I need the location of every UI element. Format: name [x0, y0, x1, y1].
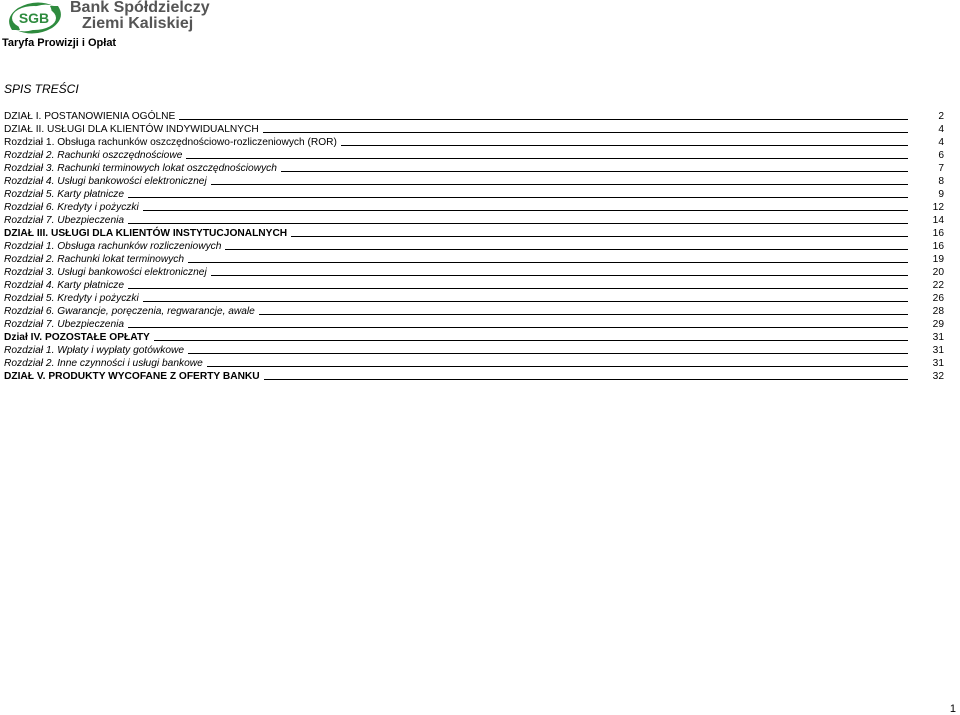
toc-entry[interactable] — [4, 201, 944, 214]
toc-entry[interactable] — [4, 331, 944, 344]
toc-entry-page: 4 — [938, 137, 944, 148]
toc-leader-line — [291, 236, 908, 237]
toc-entry[interactable] — [4, 110, 944, 123]
toc-leader-line — [143, 210, 908, 211]
toc-entry[interactable] — [4, 370, 944, 383]
toc-entry-page: 29 — [932, 319, 944, 330]
toc-leader-line — [281, 171, 908, 172]
toc-entry[interactable] — [4, 253, 944, 266]
toc-entry-page: 12 — [932, 202, 944, 213]
toc-leader-line — [225, 249, 908, 250]
toc-leader-line — [188, 262, 908, 263]
toc-entry[interactable] — [4, 318, 944, 331]
toc-leader-line — [128, 223, 908, 224]
toc-entry-page: 16 — [932, 228, 944, 239]
toc-entry-label: Rozdział 4. Karty płatnicze — [4, 280, 125, 291]
toc-leader-line — [188, 353, 908, 354]
toc-entry-label: Dział IV. POZOSTAŁE OPŁATY — [4, 332, 150, 343]
toc-entry[interactable] — [4, 175, 944, 188]
toc-leader-line — [128, 327, 908, 328]
toc-entry-page: 6 — [938, 150, 944, 161]
toc-entry-label: Rozdział 6. Kredyty i pożyczki — [4, 202, 139, 213]
toc-entry-page: 31 — [932, 345, 944, 356]
toc-entry-page: 31 — [932, 358, 944, 369]
toc-entry-page: 9 — [938, 189, 944, 200]
toc-entry[interactable] — [4, 240, 944, 253]
toc-entry-label: DZIAŁ V. PRODUKTY WYCOFANE Z OFERTY BANKU — [4, 371, 260, 382]
toc-leader-line — [186, 158, 908, 159]
sgb-logo-icon — [2, 0, 66, 36]
logo-line2: Ziemi Kaliskiej — [82, 15, 194, 32]
toc-entry-page: 7 — [938, 163, 944, 174]
toc-entry-page: 22 — [932, 280, 944, 291]
toc-entry[interactable] — [4, 227, 944, 240]
toc-entry-label: Rozdział 2. Inne czynności i usługi bankowe — [4, 358, 203, 369]
toc-entry[interactable] — [4, 305, 944, 318]
toc-entry-page: 8 — [938, 176, 944, 187]
toc-leader-line — [341, 145, 908, 146]
toc-entry-page: 16 — [932, 241, 944, 252]
toc-entry-label: Rozdział 1. Wpłaty i wypłaty gotówkowe — [4, 345, 185, 356]
toc-entry[interactable] — [4, 149, 944, 162]
toc-entry-page: 14 — [932, 215, 944, 226]
toc-entry-page: 20 — [932, 267, 944, 278]
logo-monogram: SGB — [18, 10, 50, 26]
toc-entry[interactable] — [4, 357, 944, 370]
toc-entry-label: Rozdział 3. Usługi bankowości elektronicznej — [4, 267, 207, 278]
toc-entry-label: Rozdział 7. Ubezpieczenia — [4, 319, 125, 330]
toc-heading: SPIS TREŚCI — [4, 82, 79, 96]
toc-entry-page: 26 — [932, 293, 944, 304]
toc-entry-label: Rozdział 1. Obsługa rachunków rozliczeniowych — [4, 241, 222, 252]
toc-entry-page: 31 — [932, 332, 944, 343]
toc-entry-label: DZIAŁ II. USŁUGI DLA KLIENTÓW INDYWIDUALNYCH — [4, 124, 259, 135]
toc-entry-label: DZIAŁ III. USŁUGI DLA KLIENTÓW INSTYTUCJONALNYCH — [4, 228, 288, 239]
table-of-contents — [4, 110, 944, 383]
toc-entry-label: DZIAŁ I. POSTANOWIENIA OGÓLNE — [4, 111, 176, 122]
toc-entry-page: 2 — [938, 111, 944, 122]
toc-entry[interactable] — [4, 279, 944, 292]
toc-entry[interactable] — [4, 188, 944, 201]
toc-leader-line — [179, 119, 908, 120]
toc-entry-label: Rozdział 2. Rachunki oszczędnościowe — [4, 150, 183, 161]
toc-entry-label: Rozdział 4. Usługi bankowości elektronicznej — [4, 176, 207, 187]
toc-leader-line — [264, 379, 908, 380]
toc-entry[interactable] — [4, 292, 944, 305]
toc-leader-line — [211, 184, 908, 185]
toc-entry[interactable] — [4, 344, 944, 357]
toc-entry[interactable] — [4, 266, 944, 279]
toc-entry-label: Rozdział 1. Obsługa rachunków oszczędnościowo-rozliczeniowych (ROR) — [4, 137, 337, 148]
toc-entry[interactable] — [4, 214, 944, 227]
toc-leader-line — [154, 340, 908, 341]
page-number: 1 — [949, 703, 956, 715]
toc-leader-line — [207, 366, 908, 367]
bank-logo — [2, 0, 212, 36]
toc-entry[interactable] — [4, 162, 944, 175]
toc-entry-label: Rozdział 7. Ubezpieczenia — [4, 215, 125, 226]
document-subtitle: Taryfa Prowizji i Opłat — [2, 37, 117, 49]
toc-leader-line — [263, 132, 908, 133]
toc-entry-label: Rozdział 3. Rachunki terminowych lokat oszczędnościowych — [4, 163, 277, 174]
toc-entry-page: 28 — [932, 306, 944, 317]
toc-entry[interactable] — [4, 123, 944, 136]
toc-entry-page: 19 — [932, 254, 944, 265]
toc-entry[interactable] — [4, 136, 944, 149]
toc-entry-page: 32 — [932, 371, 944, 382]
toc-entry-label: Rozdział 6. Gwarancje, poręczenia, regwarancje, awale — [4, 306, 255, 317]
toc-leader-line — [259, 314, 908, 315]
toc-leader-line — [211, 275, 908, 276]
toc-entry-label: Rozdział 5. Kredyty i pożyczki — [4, 293, 139, 304]
toc-leader-line — [128, 197, 908, 198]
toc-leader-line — [143, 301, 908, 302]
logo-line1: Bank Spółdzielczy — [70, 0, 210, 16]
toc-entry-page: 4 — [938, 124, 944, 135]
toc-leader-line — [128, 288, 908, 289]
toc-entry-label: Rozdział 2. Rachunki lokat terminowych — [4, 254, 185, 265]
toc-entry-label: Rozdział 5. Karty płatnicze — [4, 189, 125, 200]
